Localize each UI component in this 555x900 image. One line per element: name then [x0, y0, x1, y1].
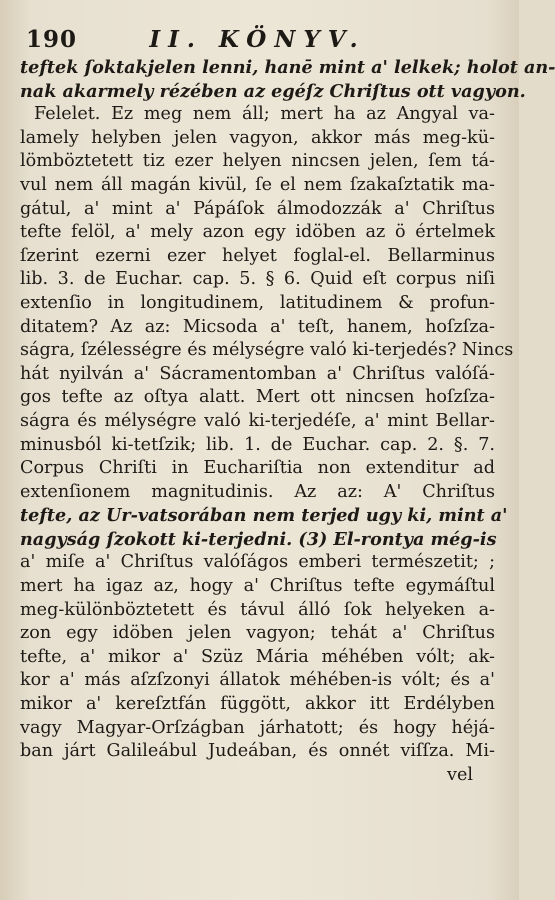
text-line: Felelet. Ez meg nem áll; mert ha az Angyal va-: [34, 104, 495, 125]
text-line: lömböztetett tiz ezer helyen nincsen jelen, ſem tá-: [20, 151, 495, 172]
catchword: vel: [447, 764, 473, 785]
text-line: tefte felöl, a' mely azon egy idöben az ö értelmek: [20, 222, 495, 243]
text-line: ban járt Galileábul Judeában, és onnét viſſza. Mi-: [20, 741, 495, 762]
text-line: extenſionem magnitudinis. Az az: A' Chriſtus: [20, 481, 495, 502]
text-line: zon egy idöben jelen vagyon; tehát a' Chriſtus: [20, 623, 495, 644]
text-line: ſzerint ezerni ezer helyet foglal-el. Bellarminus: [20, 245, 495, 266]
page-number: 190: [26, 26, 78, 53]
page-header: [20, 26, 495, 56]
text-line: Corpus Chriſti in Euchariſtia non extenditur ad: [20, 458, 495, 479]
text-line: lamely helyben jelen vagyon, akkor más meg-kü-: [20, 127, 495, 148]
text-line: mikor a' kereſztfán függött, akkor itt Erdélyben: [20, 694, 495, 715]
text-line: vul nem áll magán kivül, ſe el nem ſzakaſztatik ma-: [20, 174, 495, 195]
text-line: meg-különböztetett és távul álló ſok helyeken a-: [20, 599, 495, 620]
text-line: minusból ki-tetſzik; lib. 1. de Euchar. cap. 2. §. 7.: [20, 434, 495, 455]
text-line: gos tefte az oſtya alatt. Mert ott nincsen hoſzſza-: [20, 387, 495, 408]
text-line: ditatem? Az az: Micsoda a' teſt, hanem, hoſzſza-: [20, 316, 495, 337]
text-line: kor a' más aſzſzonyi állatok méhében-is vólt; és a': [20, 670, 495, 691]
text-line: lib. 3. de Euchar. cap. 5. § 6. Quid eſt corpus niſi: [20, 269, 495, 290]
text-line: gátul, a' mint a' Pápáſok álmodozzák a' Chriſtus: [20, 198, 495, 219]
text-line: nak akarmely rézében az egéſz Chriſtus ott vagyon.: [20, 80, 526, 102]
body-text: [20, 56, 555, 764]
text-line: vagy Magyar-Orſzágban járhatott; és hogy héjá-: [20, 717, 495, 738]
text-line: ságra és mélységre való ki-terjedéſe, a' mint Bellar-: [20, 410, 495, 431]
text-line: hát nyilván a' Sácramentomban a' Chriſtus valóſá-: [20, 363, 495, 384]
text-line: tefte, az Ur-vatsorában nem terjed ugy ki, mint a': [20, 505, 508, 527]
text-line: ságra, ſzélességre és mélységre való ki-terjedés? Nincs: [20, 340, 514, 361]
text-line: a' miſe a' Chriſtus valóſágos emberi természetit; ;: [20, 552, 495, 573]
text-line: teftek ſoktakjelen lenni, hanē mint a' lelkek; holot an-: [20, 57, 555, 78]
text-line: mert ha igaz az, hogy a' Chriſtus tefte egymáſtul: [20, 576, 495, 597]
running-head: II. KÖNYV.: [149, 26, 366, 53]
text-line: tefte, a' mikor a' Szüz Mária méhében vólt; ak-: [20, 646, 495, 667]
text-line: extenſio in longitudinem, latitudinem & profun-: [20, 292, 495, 313]
text-line: nagyság ſzokott ki-terjedni. (3) El-rontya még-is: [20, 528, 497, 550]
